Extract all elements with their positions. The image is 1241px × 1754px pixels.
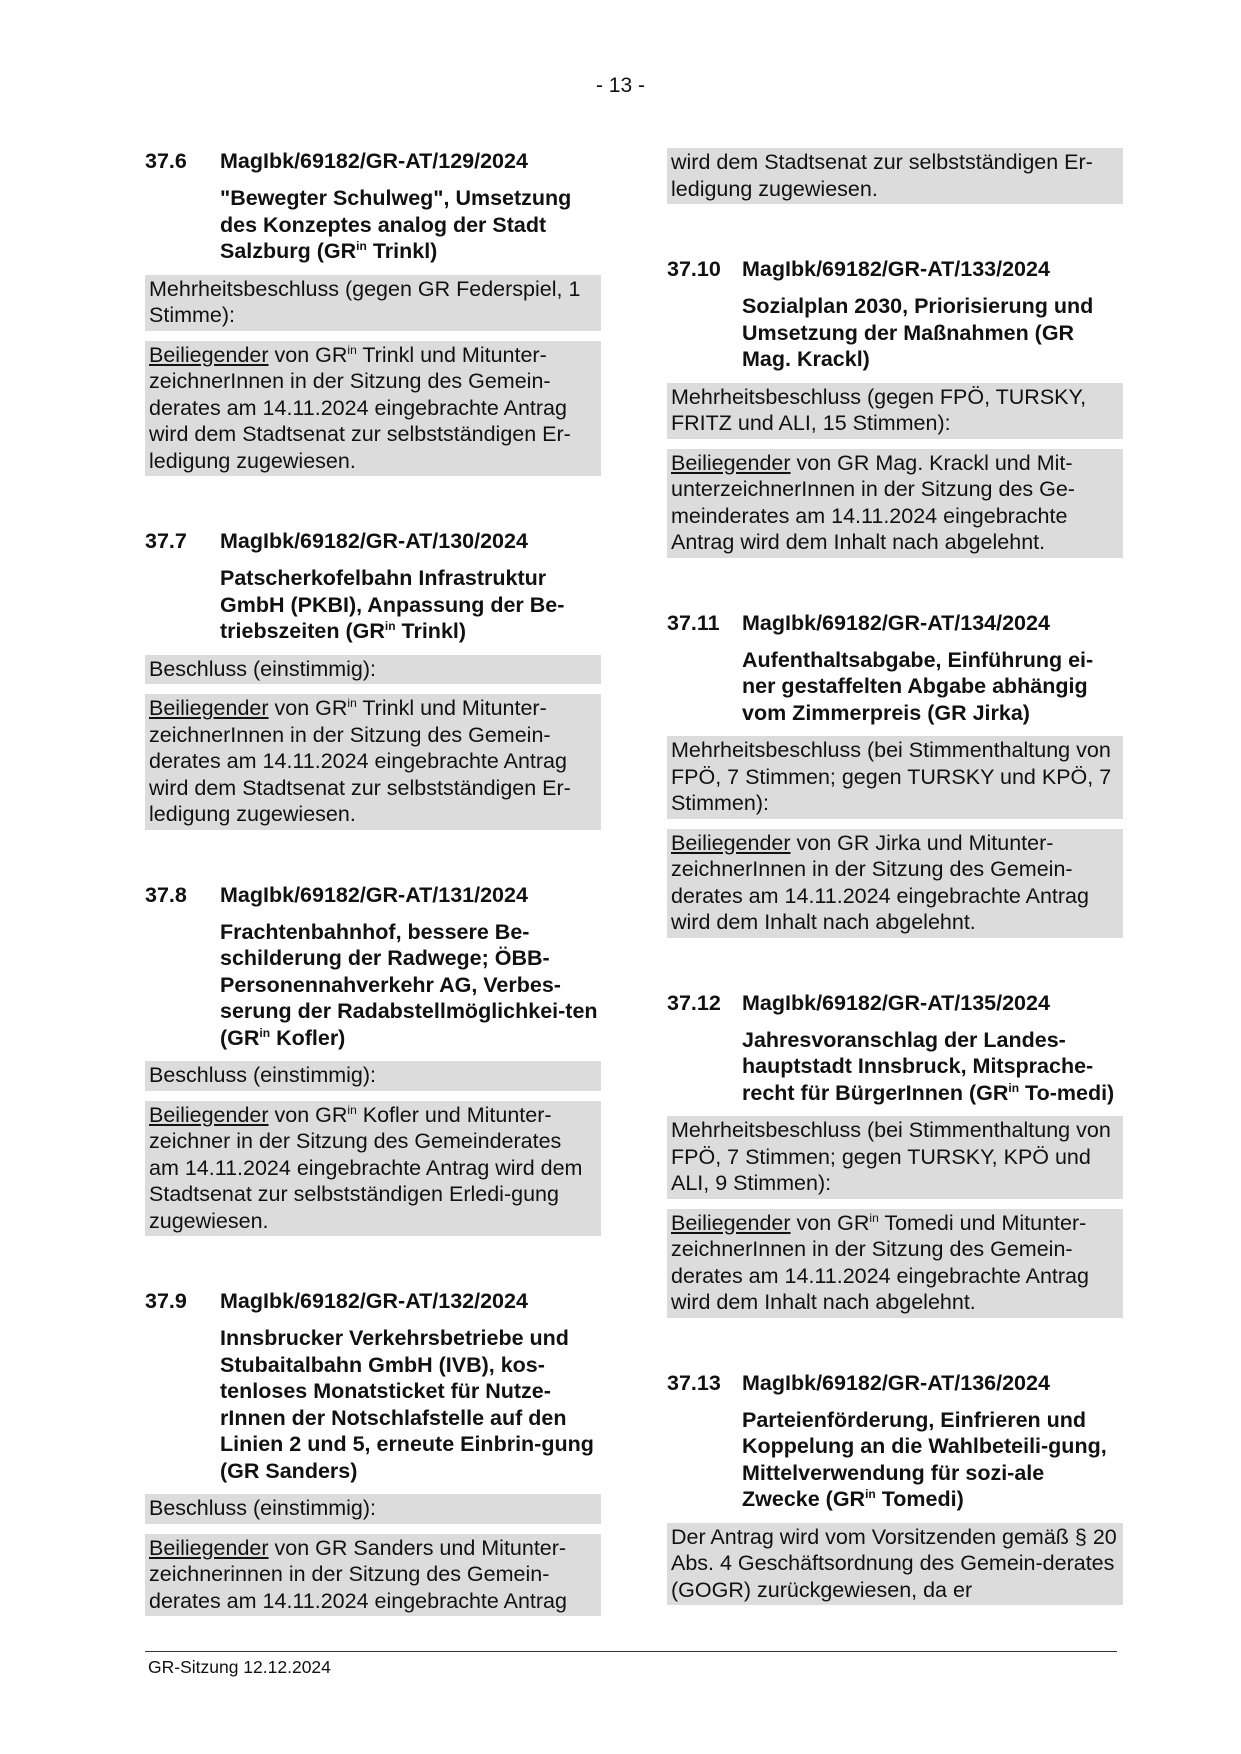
item-header [667,256,1123,282]
item-title: Sozialplan 2030, Priorisierung und Umsetzung der Maßnahmen (GR Mag. Krackl) [742,294,1094,371]
resolution-text: Mehrheitsbeschluss (gegen GR Federspiel, 1 Stimme): [145,275,601,331]
item-title: Jahresvoranschlag der Landes-hauptstadt Innsbruck, Mitsprache-recht für BürgerInnen ($GR^{in}$ To-medi) [742,1027,1115,1105]
decision-text: Beiliegender von $GR^{in}$ Trinkl und Mitunter-zeichnerInnen in der Sitzung des Gemein-derates am 14.11.2024 eingebrachte Antrag wird dem Stadtsenat zur selbstständigen Er-ledigung zugewiesen. [145,341,601,477]
item-reference: MagIbk/69182/GR-AT/135/2024 [742,990,1050,1015]
decision-text: Beiliegender von $GR^{in}$ Tomedi und Mitunter-zeichnerInnen in der Sitzung des Gemein-derates am 14.11.2024 eingebrachte Antrag wird dem Inhalt nach abgelehnt. [667,1209,1123,1318]
resolution-text: Mehrheitsbeschluss (bei Stimmenthaltung von FPÖ, 7 Stimmen; gegen TURSKY und KPÖ, 7 Stimmen): [667,736,1123,819]
item-title: Frachtenbahnhof, bessere Be-schilderung der Radwege; ÖBB-Personennahverkehr AG, Verbes-serung der Radabstellmöglichkei-ten ($GR^{in}$ Kofler) [220,919,598,1050]
decision-text: Beiliegender von GR Mag. Krackl und Mit-unterzeichnerInnen in der Sitzung des Ge-meinderates am 14.11.2024 eingebrachte Antrag wird dem Inhalt nach abgelehnt. [667,449,1123,558]
resolution-text: Mehrheitsbeschluss (gegen FPÖ, TURSKY, FRITZ und ALI, 15 Stimmen): [667,383,1123,439]
item-title: Patscherkofelbahn Infrastruktur GmbH (PKBI), Anpassung der Be-triebszeiten ($GR^{in}$ Trinkl) [220,566,565,643]
resolution-text: Beschluss (einstimmig): [145,1494,601,1524]
item-reference: MagIbk/69182/GR-AT/133/2024 [742,257,1050,281]
left-column [145,148,601,1616]
continuation-text: wird dem Stadtsenat zur selbstständigen Er-ledigung zugewiesen. [667,148,1123,204]
resolution-text: Beschluss (einstimmig): [145,1061,601,1091]
resolution-text: Mehrheitsbeschluss (bei Stimmenthaltung von FPÖ, 7 Stimmen; gegen TURSKY, KPÖ und ALI, 9 Stimmen): [667,1116,1123,1199]
agenda-item [145,1288,601,1616]
item-header [667,990,1123,1016]
agenda-item [667,256,1123,558]
agenda-item [145,148,601,476]
item-number: 37.11 [667,610,720,635]
agenda-item [667,1370,1123,1606]
item-title: Innsbrucker Verkehrsbetriebe und Stubaitalbahn GmbH (IVB), kos-tenloses Monatsticket für Nutze-rInnen der Notschlafstelle auf den Linien 2 und 5, erneute Einbrin-gung (GR Sanders) [220,1326,594,1483]
agenda-item [145,528,601,830]
footer-text: GR-Sitzung 12.12.2024 [148,1657,331,1677]
resolution-text: Beschluss (einstimmig): [145,655,601,685]
footer-divider [145,1651,1117,1652]
decision-text: Beiliegender von GR Sanders und Mitunter-zeichnerinnen in der Sitzung des Gemein-derates am 14.11.2024 eingebrachte Antrag [145,1534,601,1617]
item-number: 37.10 [667,257,721,281]
item-reference: MagIbk/69182/GR-AT/136/2024 [742,1370,1050,1395]
item-title: "Bewegter Schulweg", Umsetzung des Konzeptes analog der Stadt Salzburg ($GR^{in}$ Trinkl) [220,186,572,263]
item-header [667,1370,1123,1396]
agenda-item [145,882,601,1237]
item-number: 37.12 [667,990,721,1015]
item-header [145,882,601,908]
item-header [145,1288,601,1314]
item-title: Aufenthaltsabgabe, Einführung ei-ner gestaffelten Abgabe abhängig vom Zimmerpreis (GR Jirka) [742,647,1094,725]
item-reference: MagIbk/69182/GR-AT/130/2024 [220,529,528,553]
agenda-item [667,610,1123,938]
right-column [667,148,1123,1605]
decision-text: Beiliegender von $GR^{in}$ Kofler und Mitunter-zeichner in der Sitzung des Gemeinderates am 14.11.2024 eingebrachte Antrag wird dem Stadtsenat zur selbstständigen Erledi-gung zugewiesen. [145,1101,601,1237]
item-reference: MagIbk/69182/GR-AT/131/2024 [220,882,528,907]
resolution-text: Der Antrag wird vom Vorsitzenden gemäß § 20 Abs. 4 Geschäftsordnung des Gemein-derates (GOGR) zurückgewiesen, da er [667,1523,1123,1606]
item-number: 37.6 [145,149,187,173]
item-header [145,148,601,174]
item-number: 37.13 [667,1370,721,1395]
item-header [667,610,1123,636]
item-number: 37.9 [145,1289,187,1313]
decision-text: Beiliegender von GR Jirka und Mitunter-zeichnerInnen in der Sitzung des Gemein-derates am 14.11.2024 eingebrachte Antrag wird dem Inhalt nach abgelehnt. [667,829,1123,938]
decision-text: Beiliegender von $GR^{in}$ Trinkl und Mitunter-zeichnerInnen in der Sitzung des Gemein-derates am 14.11.2024 eingebrachte Antrag wird dem Stadtsenat zur selbstständigen Er-ledigung zugewiesen. [145,694,601,830]
agenda-item [667,990,1123,1318]
item-title: Parteienförderung, Einfrieren und Koppelung an die Wahlbeteili-gung, Mittelverwendung für sozi-ale Zwecke ($GR^{in}$ Tomedi) [742,1407,1107,1511]
item-number: 37.8 [145,882,187,907]
page-number: - 13 - [595,74,645,97]
item-number: 37.7 [145,529,187,553]
item-reference: MagIbk/69182/GR-AT/132/2024 [220,1289,528,1313]
item-reference: MagIbk/69182/GR-AT/129/2024 [220,149,528,173]
item-header [145,528,601,554]
item-reference: MagIbk/69182/GR-AT/134/2024 [742,610,1050,635]
